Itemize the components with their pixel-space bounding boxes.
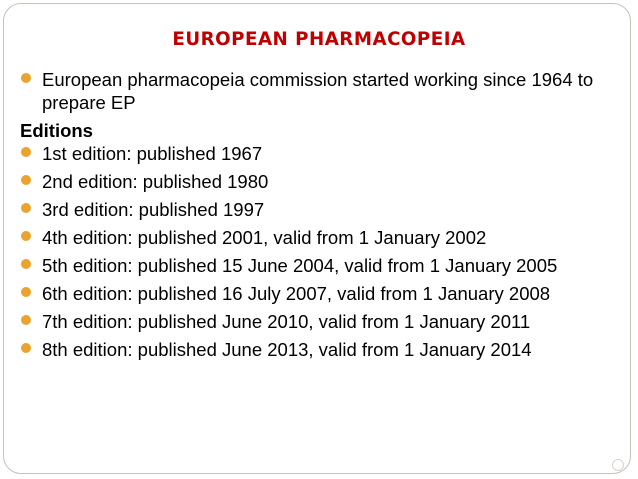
bullet-icon [21, 287, 31, 297]
bullet-icon [21, 203, 31, 213]
bullet-icon [21, 315, 31, 325]
bullet-icon [21, 231, 31, 241]
edition-text: 1st edition: published 1967 [42, 143, 263, 164]
bullet-icon [21, 73, 31, 83]
edition-text: 5th edition: published 15 June 2004, valid from 1 January 2005 [42, 255, 558, 276]
edition-text: 7th edition: published June 2010, valid from 1 January 2011 [42, 311, 531, 332]
edition-text: 8th edition: published June 2013, valid from 1 January 2014 [42, 339, 532, 360]
edition-item [20, 142, 620, 165]
slide-title: EUROPEAN PHARMACOPEIA [172, 28, 466, 50]
slide-content [20, 68, 620, 361]
edition-item [20, 226, 620, 249]
edition-item [20, 170, 620, 193]
edition-text: 2nd edition: published 1980 [42, 171, 269, 192]
edition-item [20, 282, 620, 305]
edition-item [20, 338, 620, 361]
editions-heading: Editions [20, 120, 93, 141]
list-item-intro [20, 68, 620, 114]
bullet-icon [21, 343, 31, 353]
edition-text: 3rd edition: published 1997 [42, 199, 265, 220]
intro-text: European pharmacopeia commission started working since 1964 to prepare EP [42, 69, 594, 113]
edition-item [20, 254, 620, 277]
bullet-icon [21, 175, 31, 185]
edition-item [20, 198, 620, 221]
bullet-icon [21, 259, 31, 269]
edition-text: 6th edition: published 16 July 2007, valid from 1 January 2008 [42, 283, 551, 304]
slide-indicator-icon [612, 459, 624, 471]
edition-text: 4th edition: published 2001, valid from 1 January 2002 [42, 227, 487, 248]
bullet-icon [21, 147, 31, 157]
edition-item [20, 310, 620, 333]
